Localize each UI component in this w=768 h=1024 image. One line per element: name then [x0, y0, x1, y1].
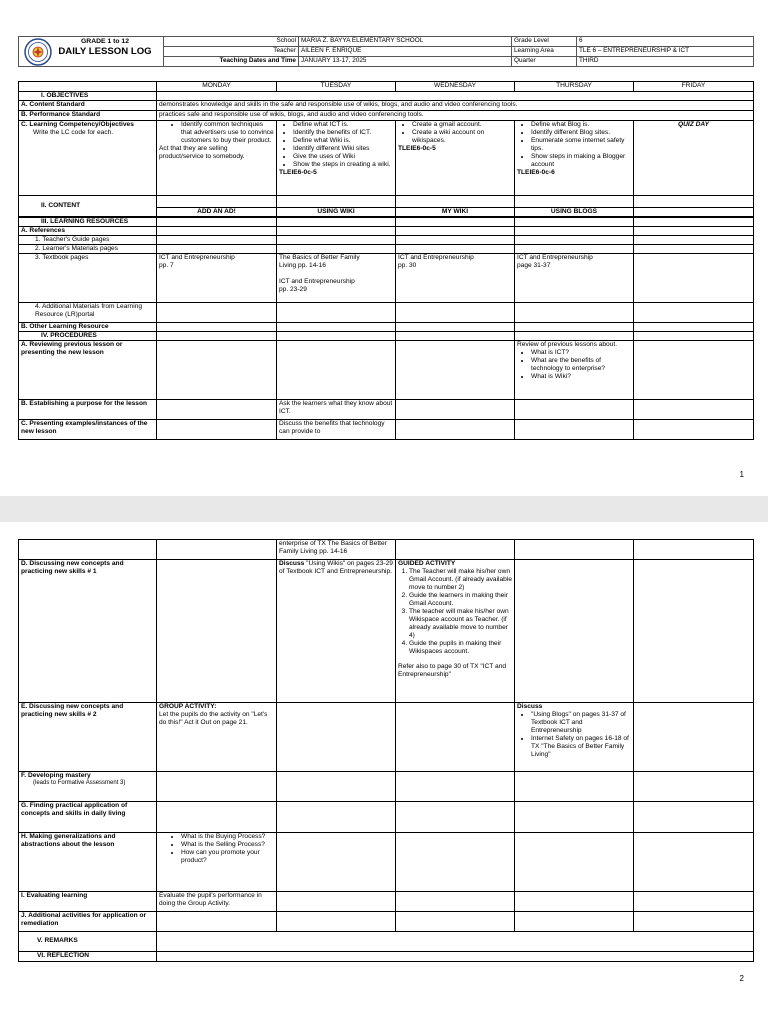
grade-level-label: Grade Level: [512, 37, 577, 47]
proc-i-monday: Evaluate the pupil's performance in doing the Group Activity.: [157, 892, 277, 912]
dates-value: JANUARY 13-17, 2025: [299, 57, 512, 67]
content-wednesday: MY WIKI: [396, 208, 515, 218]
proc-a-thursday: [515, 341, 634, 400]
proc-d-tuesday-text: "Using Wikis" on pages 23-29 of Textbook ICT and Entrepreneurship.: [279, 560, 393, 576]
textbook-line: pp. 30: [398, 262, 417, 270]
page-1: [0, 0, 768, 496]
performance-standard-text: practices safe and responsible use of wikis, blogs, and audio and video conferencing tools.: [157, 111, 754, 121]
list-item: • What is Wiki?: [531, 373, 631, 381]
lc-code-wednesday: TLEIE6-0c-5: [398, 145, 436, 153]
lc-code-tuesday: TLEIE6-0c-5: [279, 169, 317, 177]
list-item: • What are the benefits of technology to enterprise?: [531, 357, 631, 373]
list-item: • Identify different Blog sites.: [531, 129, 631, 137]
list-item: • Give the uses of Wiki: [293, 153, 393, 161]
list-item: • How can you promote your product?: [181, 849, 274, 865]
proc-h-monday: [157, 833, 277, 892]
proc-e-thursday: [515, 703, 634, 772]
proc-i-label: I. Evaluating learning: [19, 892, 157, 912]
group-activity-title: GROUP ACTIVITY:: [159, 703, 217, 710]
list-item: • Define what Wiki is.: [293, 137, 393, 145]
proc-j-label: J. Additional activities for application or remediation: [19, 912, 157, 932]
list-item: • Show the steps in creating a wiki.: [293, 161, 393, 169]
page-number: 2: [739, 974, 744, 983]
proc-f-cell: [19, 772, 157, 802]
quiz-day: QUIZ DAY: [634, 121, 754, 196]
teacher-value: AILEEN F. ENRIQUE: [299, 47, 512, 57]
textbook-tuesday: [277, 254, 396, 303]
learning-area-value: TLE 6 – ENTREPRENEURSHIP & ICT: [577, 47, 754, 57]
content-monday: ADD AN AD!: [157, 208, 277, 218]
proc-b-label: B. Establishing a purpose for the lesson: [19, 400, 157, 420]
discuss-bold: Discuss: [279, 560, 305, 567]
proc-g-label: G. Finding practical application of concepts and skills in daily living: [19, 802, 157, 833]
content-label: II. CONTENT: [19, 196, 157, 218]
teacher-label: Teacher: [164, 47, 299, 57]
proc-b-tuesday: Ask the learners what they know about ICT.: [277, 400, 396, 420]
proc-d-tuesday: [277, 560, 396, 703]
document-title: DAILY LESSON LOG: [58, 46, 152, 58]
school-value: MARIA Z. BAYYA ELEMENTARY SCHOOL: [299, 37, 512, 47]
list-item: • Internet Safety on pages 16-18 of TX "The Basics of Better Family Living": [531, 735, 631, 759]
grade-level-value: 6: [577, 37, 754, 47]
list-item: 2. Guide the learners in making their Gmail Account.: [409, 592, 512, 608]
list-item: 3. The teacher will make his/her own Wikispace account as Teacher. (if already available move to number 4): [409, 608, 512, 640]
lesson-table-page-1: [18, 81, 754, 440]
list-item: 4. Guide the pupils in making their Wikispaces account.: [409, 640, 512, 656]
list-item: • Create a wiki account on wikispaces.: [412, 129, 512, 145]
textbook-line: pp. 7: [159, 262, 174, 270]
proc-c-tuesday: Discuss the benefits that technology can provide to: [277, 420, 396, 440]
competency-label: C. Learning Competency/Objectives: [21, 121, 134, 129]
proc-d-label: D. Discussing new concepts and practicing new skills # 1: [19, 560, 157, 703]
proc-e-monday: [157, 703, 277, 772]
proc-f-label: F. Developing mastery: [21, 772, 91, 779]
page-2: [0, 522, 768, 1024]
textbook-line: ICT and Entrepreneurship: [159, 254, 235, 262]
textbook-line: The Basics of Better Family: [279, 254, 360, 262]
list-item: • Identify common techniques that advertisers use to convince customers to buy their product.: [181, 121, 274, 145]
grade-span: GRADE 1 to 12: [81, 38, 129, 45]
content-standard-label: A. Content Standard: [19, 101, 157, 111]
competency-wednesday: [396, 121, 515, 196]
list-item: • Define what Blog is.: [531, 121, 631, 129]
proc-f-sub: (leads to Formative Assessment 3): [33, 780, 126, 787]
day-wednesday: WEDNESDAY: [396, 82, 515, 92]
references-label: A. References: [19, 227, 157, 236]
list-item: • Create a gmail account.: [412, 121, 512, 129]
resources-heading: III. LEARNING RESOURCES: [19, 217, 157, 227]
content-tuesday: USING WIKI: [277, 208, 396, 218]
quarter-value: THIRD: [577, 57, 754, 67]
additional-materials-label: 4. Additional Materials from Learning Resource (LR)portal: [19, 303, 157, 323]
competency-sub: Write the LC code for each.: [33, 129, 114, 137]
list-item: 1. The Teacher will make his/her own Gmail Account. (if already available move to number 2): [409, 568, 512, 592]
content-standard-text: demonstrates knowledge and skills in the safe and responsible use of wikis, blogs, and audio and video conferencing tools.: [157, 101, 754, 111]
proc-d-wednesday: [396, 560, 515, 703]
proc-a-intro: Review of previous lessons about.: [517, 341, 618, 349]
list-item: • Define what ICT is.: [293, 121, 393, 129]
day-tuesday: TUESDAY: [277, 82, 396, 92]
dates-label: Teaching Dates and Time: [164, 57, 299, 67]
textbook-thursday: [515, 254, 634, 303]
competency-thursday: [515, 121, 634, 196]
proc-c-label: C. Presenting examples/instances of the new lesson: [19, 420, 157, 440]
textbook-line: Living pp. 14-16: [279, 262, 326, 270]
guided-activity-title: GUIDED ACTIVITY: [398, 560, 456, 567]
proc-e-label: E. Discussing new concepts and practicing new skills # 2: [19, 703, 157, 772]
list-item: • Enumerate some internet safety tips.: [531, 137, 631, 153]
header-table: [18, 36, 754, 67]
proc-h-label: H. Making generalizations and abstractions about the lesson: [19, 833, 157, 892]
day-thursday: THURSDAY: [515, 82, 634, 92]
textbook-line: ICT and Entrepreneurship: [517, 254, 593, 262]
competency-cell: [19, 121, 157, 196]
textbook-wednesday: [396, 254, 515, 303]
competency-monday-extra: Act that they are selling product/service to somebody.: [159, 145, 245, 161]
textbook-line: ICT and Entrepreneurship: [398, 254, 474, 262]
competency-tuesday: [277, 121, 396, 196]
competency-monday: [157, 121, 277, 196]
lc-code-thursday: TLEIE6-0c-6: [517, 169, 555, 177]
group-activity-text: Let the pupils do the activity on "Let's do this!" Act it Out on page 21.: [159, 711, 268, 727]
textbook-monday: [157, 254, 277, 303]
discuss-title: Discuss: [517, 703, 543, 710]
learning-area-label: Learning Area: [512, 47, 577, 57]
textbook-line: ICT and Entrepreneurship: [279, 278, 355, 286]
list-item: • "Using Blogs" on pages 31-37 of Textbook ICT and Entrepreneurship: [531, 711, 631, 735]
teachers-guide-label: 1. Teacher's Guide pages: [19, 236, 157, 245]
page-number: 1: [739, 470, 744, 479]
content-thursday: USING BLOGS: [515, 208, 634, 218]
lesson-table-page-2: [18, 539, 754, 962]
proc-c-tuesday-cont: enterprise of TX The Basics of Better Family Living pp. 14-16: [277, 540, 396, 560]
other-resource-label: B. Other Learning Resource: [19, 323, 157, 332]
list-item: • Identify different Wiki sites: [293, 145, 393, 153]
list-item: • What is ICT?: [531, 349, 631, 357]
textbook-label: 3. Textbook pages: [19, 254, 157, 303]
performance-standard-label: B. Performance Standard: [19, 111, 157, 121]
list-item: • What is the Buying Process?: [181, 833, 274, 841]
objectives-heading: I. OBJECTIVES: [19, 92, 157, 101]
quarter-label: Quarter: [512, 57, 577, 67]
guided-activity-note: Refer also to page 30 of TX "ICT and Entrepreneurship": [398, 663, 507, 679]
proc-a-label: A. Reviewing previous lesson or presenting the new lesson: [19, 341, 157, 400]
list-item: • What is the Selling Process?: [181, 841, 274, 849]
learners-materials-label: 2. Learner's Materials pages: [19, 245, 157, 254]
procedures-heading: IV. PROCEDURES: [19, 332, 157, 341]
textbook-line: page 31-37: [517, 262, 551, 270]
day-monday: MONDAY: [157, 82, 277, 92]
school-label: School: [164, 37, 299, 47]
day-friday: FRIDAY: [634, 82, 754, 92]
remarks-label: V. REMARKS: [19, 932, 157, 952]
reflection-label: VI. REFLECTION: [19, 952, 157, 962]
list-item: • Identify the benefits of ICT.: [293, 129, 393, 137]
list-item: • Show steps in making a Blogger account: [531, 153, 631, 169]
textbook-line: pp. 23-29: [279, 286, 307, 294]
